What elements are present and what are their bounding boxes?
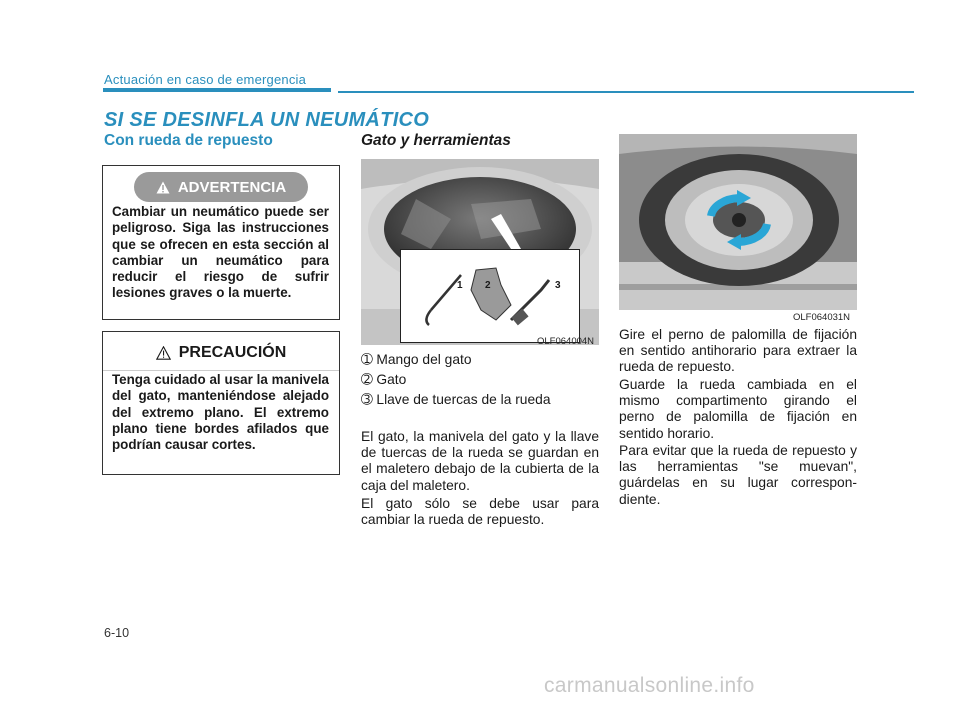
caution-triangle-icon	[156, 346, 171, 360]
tools-item-2: ➁ Gato	[361, 372, 407, 387]
caution-divider	[103, 370, 339, 371]
page-title: SI SE DESINFLA UN NEUMÁTICO	[104, 109, 430, 131]
callout-1: 1	[457, 280, 463, 291]
section-subtitle: Con rueda de repuesto	[104, 132, 273, 149]
caution-badge	[134, 338, 309, 368]
caution-box	[102, 331, 340, 475]
page-number: 6-10	[104, 626, 130, 640]
tools-item-1: ➀ Mango del gato	[361, 352, 472, 367]
spare-image-code: OLF064031N	[793, 312, 851, 323]
spare-paragraph-2: Guarde la rueda cambiada en el mismo compartimento girando el perno de palomilla de fijación en sentido horario.	[619, 377, 857, 441]
tools-paragraph-2: El gato sólo se debe usar para cambiar la rueda de repuesto.	[361, 496, 599, 528]
tools-image-code: OLF064004N	[537, 336, 595, 347]
section-tab-bar	[103, 88, 331, 92]
callout-2: 2	[485, 280, 491, 291]
header-rule	[338, 91, 914, 93]
spare-paragraph-3: Para evitar que la rueda de repuesto y las herramientas "se muevan", guárdelas en su lugar correspon-diente.	[619, 443, 857, 507]
warning-badge	[134, 172, 308, 202]
watermark: carmanualsonline.info	[544, 674, 755, 697]
section-label: Actuación en caso de emergencia	[104, 72, 307, 87]
warning-text: Cambiar un neumático puede ser peligroso. Siga las instrucciones que se ofrecen en esta sección al cambiar un neumático para reducir el riesgo de sufrir lesiones graves o la muerte.	[112, 204, 329, 301]
warning-label: ADVERTENCIA	[177, 178, 287, 196]
tools-item-3: ➂ Llave de tuercas de la rueda	[361, 392, 551, 407]
warning-triangle-icon	[156, 181, 170, 194]
spare-wheel-photo	[619, 134, 857, 310]
spare-paragraph-1: Gire el perno de palomilla de fijación en sentido antihorario para extraer la rueda de repuesto.	[619, 327, 857, 375]
caution-label: PRECAUCIÓN	[178, 344, 287, 361]
warning-box	[102, 165, 340, 320]
tools-paragraph-1: El gato, la manivela del gato y la llave de tuercas de la rueda se guardan en el maletero debajo de la cubierta de la caja del maletero.	[361, 429, 599, 493]
tools-inset	[400, 249, 580, 343]
tools-heading: Gato y herramientas	[361, 132, 511, 149]
callout-3: 3	[555, 280, 561, 291]
caution-text: Tenga cuidado al usar la manivela del gato, manteniéndose alejado del extremo plano. El extremo plano tiene bordes afilados que podrían causar cortes.	[112, 372, 329, 453]
